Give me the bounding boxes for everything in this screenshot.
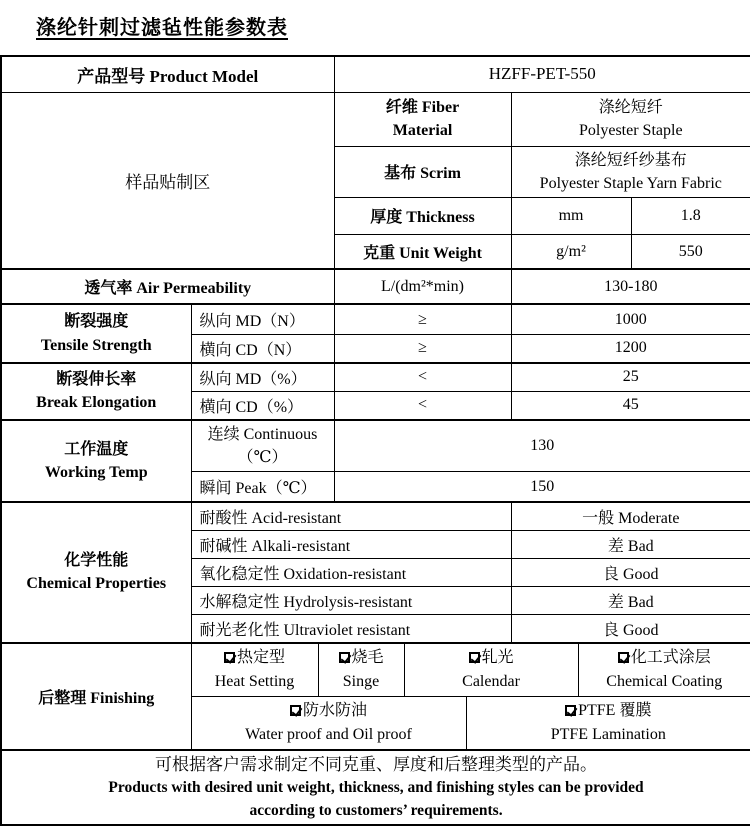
fiber-value-en: Polyester Staple [579, 122, 683, 139]
continuous-temp-value: 130 [334, 420, 750, 472]
peak-temp-value: 150 [334, 472, 750, 502]
chemical-property-name: 耐光老化性 Ultraviolet resistant [191, 614, 511, 643]
footer-note-en-line2: according to customers’ requirements. [249, 801, 503, 819]
tensile-md-op: ≥ [334, 304, 511, 334]
elongation-md-label: 纵向 MD（%） [191, 363, 334, 392]
unit-weight-label: 克重 Unit Weight [334, 234, 511, 269]
finishing-option-cn: 热定型 [236, 648, 285, 666]
title-area [0, 0, 750, 55]
table-row [1, 56, 750, 92]
product-model-value: HZFF-PET-550 [334, 56, 750, 92]
chemical-property-rating: 差 Bad [511, 586, 750, 614]
chemical-property-name: 耐酸性 Acid-resistant [191, 502, 511, 531]
spec-table [0, 55, 750, 826]
checkbox-checked-icon [339, 652, 350, 663]
checkbox-checked-icon [290, 705, 301, 716]
tensile-cd-label: 横向 CD（N） [191, 334, 334, 363]
peak-temp-label: 瞬间 Peak（℃） [191, 472, 334, 502]
checkbox-checked-icon [565, 705, 576, 716]
finishing-option-en: Water proof and Oil proof [245, 725, 412, 743]
tensile-md-label: 纵向 MD（N） [191, 304, 334, 334]
finishing-option-heat-setting [191, 643, 318, 697]
finishing-label: 后整理 Finishing [1, 643, 191, 750]
thickness-label: 厚度 Thickness [334, 197, 511, 234]
elongation-cd-op: < [334, 391, 511, 420]
break-elongation-label [1, 363, 191, 420]
scrim-label: 基布 Scrim [334, 146, 511, 197]
finishing-option-en: Singe [342, 672, 380, 690]
chemical-properties-label [1, 502, 191, 643]
working-temp-label [1, 420, 191, 502]
chemical-property-rating: 良 Good [511, 614, 750, 643]
continuous-temp-label-line1: 连续 Continuous [207, 425, 318, 443]
finishing-option-cn: 烧毛 [351, 648, 384, 666]
checkbox-checked-icon [469, 652, 480, 663]
scrim-value-cn: 涤纶短纤纱基布 [574, 151, 687, 169]
thickness-value: 1.8 [631, 197, 750, 234]
chemical-property-name: 氧化稳定性 Oxidation-resistant [191, 558, 511, 586]
chemical-property-name: 耐碱性 Alkali-resistant [191, 530, 511, 558]
finishing-option-cn: PTFE 覆膜 [578, 701, 652, 719]
chemical-property-rating: 一般 Moderate [511, 502, 750, 531]
table-row [1, 420, 750, 472]
finishing-option-ptfe [466, 696, 750, 750]
checkbox-checked-icon [618, 652, 629, 663]
working-temp-label-cn: 工作温度 [64, 440, 129, 458]
break-elongation-label-en: Break Elongation [36, 394, 157, 412]
continuous-temp-label-line2: （℃） [237, 449, 288, 467]
elongation-md-value: 25 [511, 363, 750, 392]
finishing-option-calendar [404, 643, 578, 697]
table-row [1, 92, 750, 146]
finishing-option-cn: 轧光 [481, 648, 514, 666]
finishing-option-waterproof [191, 696, 466, 750]
chemical-properties-label-cn: 化学性能 [64, 552, 129, 570]
fiber-label-line1: 纤维 Fiber [385, 98, 460, 116]
finishing-option-en: PTFE Lamination [550, 725, 666, 743]
finishing-option-cn: 化工式涂层 [630, 648, 711, 666]
fiber-value [511, 92, 750, 146]
table-row [1, 304, 750, 334]
elongation-cd-value: 45 [511, 391, 750, 420]
table-row [1, 502, 750, 531]
checkbox-checked-icon [224, 652, 235, 663]
finishing-option-chemical-coating [578, 643, 750, 697]
elongation-cd-label: 横向 CD（%） [191, 391, 334, 420]
working-temp-label-en: Working Temp [44, 463, 148, 481]
table-row [1, 750, 750, 826]
unit-weight-value: 550 [631, 234, 750, 269]
tensile-strength-label [1, 304, 191, 363]
chemical-property-name: 水解稳定性 Hydrolysis-resistant [191, 586, 511, 614]
footer-note [1, 750, 750, 826]
finishing-option-en: Calendar [462, 672, 520, 690]
tensile-cd-value: 1200 [511, 334, 750, 363]
thickness-unit: mm [511, 197, 631, 234]
fiber-label-line2: Material [392, 122, 453, 139]
air-permeability-unit: L/(dm²*min) [334, 269, 511, 304]
chemical-property-rating: 良 Good [511, 558, 750, 586]
fiber-label [334, 92, 511, 146]
air-permeability-value: 130-180 [511, 269, 750, 304]
finishing-option-en: Heat Setting [214, 672, 295, 690]
chemical-properties-label-en: Chemical Properties [26, 575, 167, 593]
footer-note-cn: 可根据客户需求制定不同克重、厚度和后整理类型的产品。 [155, 754, 598, 774]
product-model-label: 产品型号 Product Model [1, 56, 334, 92]
tensile-cd-op: ≥ [334, 334, 511, 363]
tensile-strength-label-en: Tensile Strength [40, 336, 152, 354]
air-permeability-label: 透气率 Air Permeability [1, 269, 334, 304]
footer-note-en-line1: Products with desired unit weight, thickness, and finishing styles can be provided [108, 779, 644, 797]
continuous-temp-label [191, 420, 334, 472]
break-elongation-label-cn: 断裂伸长率 [56, 371, 137, 389]
table-row [1, 643, 750, 697]
finishing-option-cn: 防水防油 [303, 701, 368, 719]
scrim-value-en: Polyester Staple Yarn Fabric [539, 174, 722, 192]
chemical-property-rating: 差 Bad [511, 530, 750, 558]
table-row [1, 269, 750, 304]
finishing-option-singe [318, 643, 404, 697]
sample-area-label: 样品贴制区 [1, 92, 334, 269]
scrim-value [511, 146, 750, 197]
unit-weight-unit: g/m² [511, 234, 631, 269]
finishing-option-en: Chemical Coating [606, 672, 723, 690]
elongation-md-op: < [334, 363, 511, 392]
tensile-strength-label-cn: 断裂强度 [64, 313, 129, 331]
table-row [1, 363, 750, 392]
tensile-md-value: 1000 [511, 304, 750, 334]
fiber-value-cn: 涤纶短纤 [598, 98, 663, 116]
page-title: 涤纶针刺过滤毡性能参数表 [36, 17, 288, 39]
